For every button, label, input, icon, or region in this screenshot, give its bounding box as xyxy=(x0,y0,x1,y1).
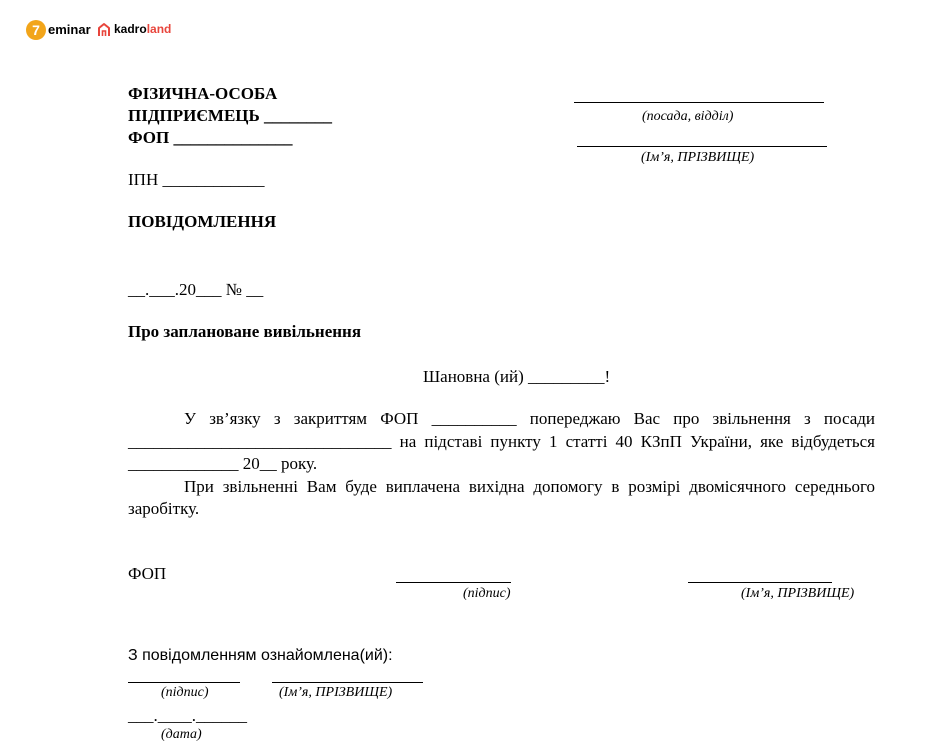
signature-rule xyxy=(396,582,511,583)
name-rule xyxy=(577,146,827,147)
seminar-logo-word: eminar xyxy=(48,22,91,38)
greeting: Шановна (ий) _________! xyxy=(423,367,611,386)
ipn-line: ІПН ____________ xyxy=(128,170,265,189)
seminar-logo-badge: 7 xyxy=(26,20,46,40)
kadroland-logo xyxy=(97,22,171,37)
ack-signature-rule xyxy=(128,682,240,683)
ack-signature-caption: (підпис) xyxy=(161,685,209,700)
body-paragraph-2-text: При звільненні Вам буде виплачена вихідна допомогу в розмірі двомісячного середнього заробітку. xyxy=(128,476,875,518)
seminar-logo xyxy=(26,20,91,40)
acknowledgement-label: З повідомленням ознайомлена(ий): xyxy=(128,647,393,664)
document-title: ПОВІДОМЛЕННЯ xyxy=(128,212,277,231)
date-number-line: __.___.20___ № __ xyxy=(128,280,264,299)
body-paragraph-2 xyxy=(128,476,875,521)
kadroland-logo-word xyxy=(114,22,171,36)
name-caption: (Ім’я, ПРІЗВИЩЕ) xyxy=(641,150,755,165)
ack-date-caption: (дата) xyxy=(161,727,202,742)
signature-label: ФОП xyxy=(128,564,167,583)
kadroland-house-icon xyxy=(97,22,111,37)
body-text xyxy=(128,408,875,521)
header-line-3: ФОП ______________ xyxy=(128,128,293,147)
kadroland-word-dark: kadro xyxy=(114,22,147,37)
position-caption: (посада, відділ) xyxy=(642,109,734,124)
signature-name-rule xyxy=(688,582,832,583)
ack-name-caption: (Ім’я, ПРІЗВИЩЕ) xyxy=(279,685,393,700)
signature-caption: (підпис) xyxy=(463,586,511,601)
ack-date-line: ___.____.______ xyxy=(128,706,247,725)
ack-name-rule xyxy=(272,682,423,683)
signature-name-caption: (Ім’я, ПРІЗВИЩЕ) xyxy=(741,586,855,601)
subject-line: Про заплановане вивільнення xyxy=(128,322,362,341)
body-paragraph-1-text: У зв’язку з закриттям ФОП __________ попереджаю Вас про звільнення з посади _______________________________ на підставі пункту 1 статті 40 КЗпП України, яке відбудеться _____________ 20__ року. xyxy=(128,409,875,473)
header-line-2: ПІДПРИЄМЕЦЬ ________ xyxy=(128,106,332,125)
position-rule xyxy=(574,102,824,103)
header-line-1: ФІЗИЧНА-ОСОБА xyxy=(128,84,278,103)
kadroland-word-accent: land xyxy=(146,22,172,37)
body-paragraph-1 xyxy=(128,408,875,476)
